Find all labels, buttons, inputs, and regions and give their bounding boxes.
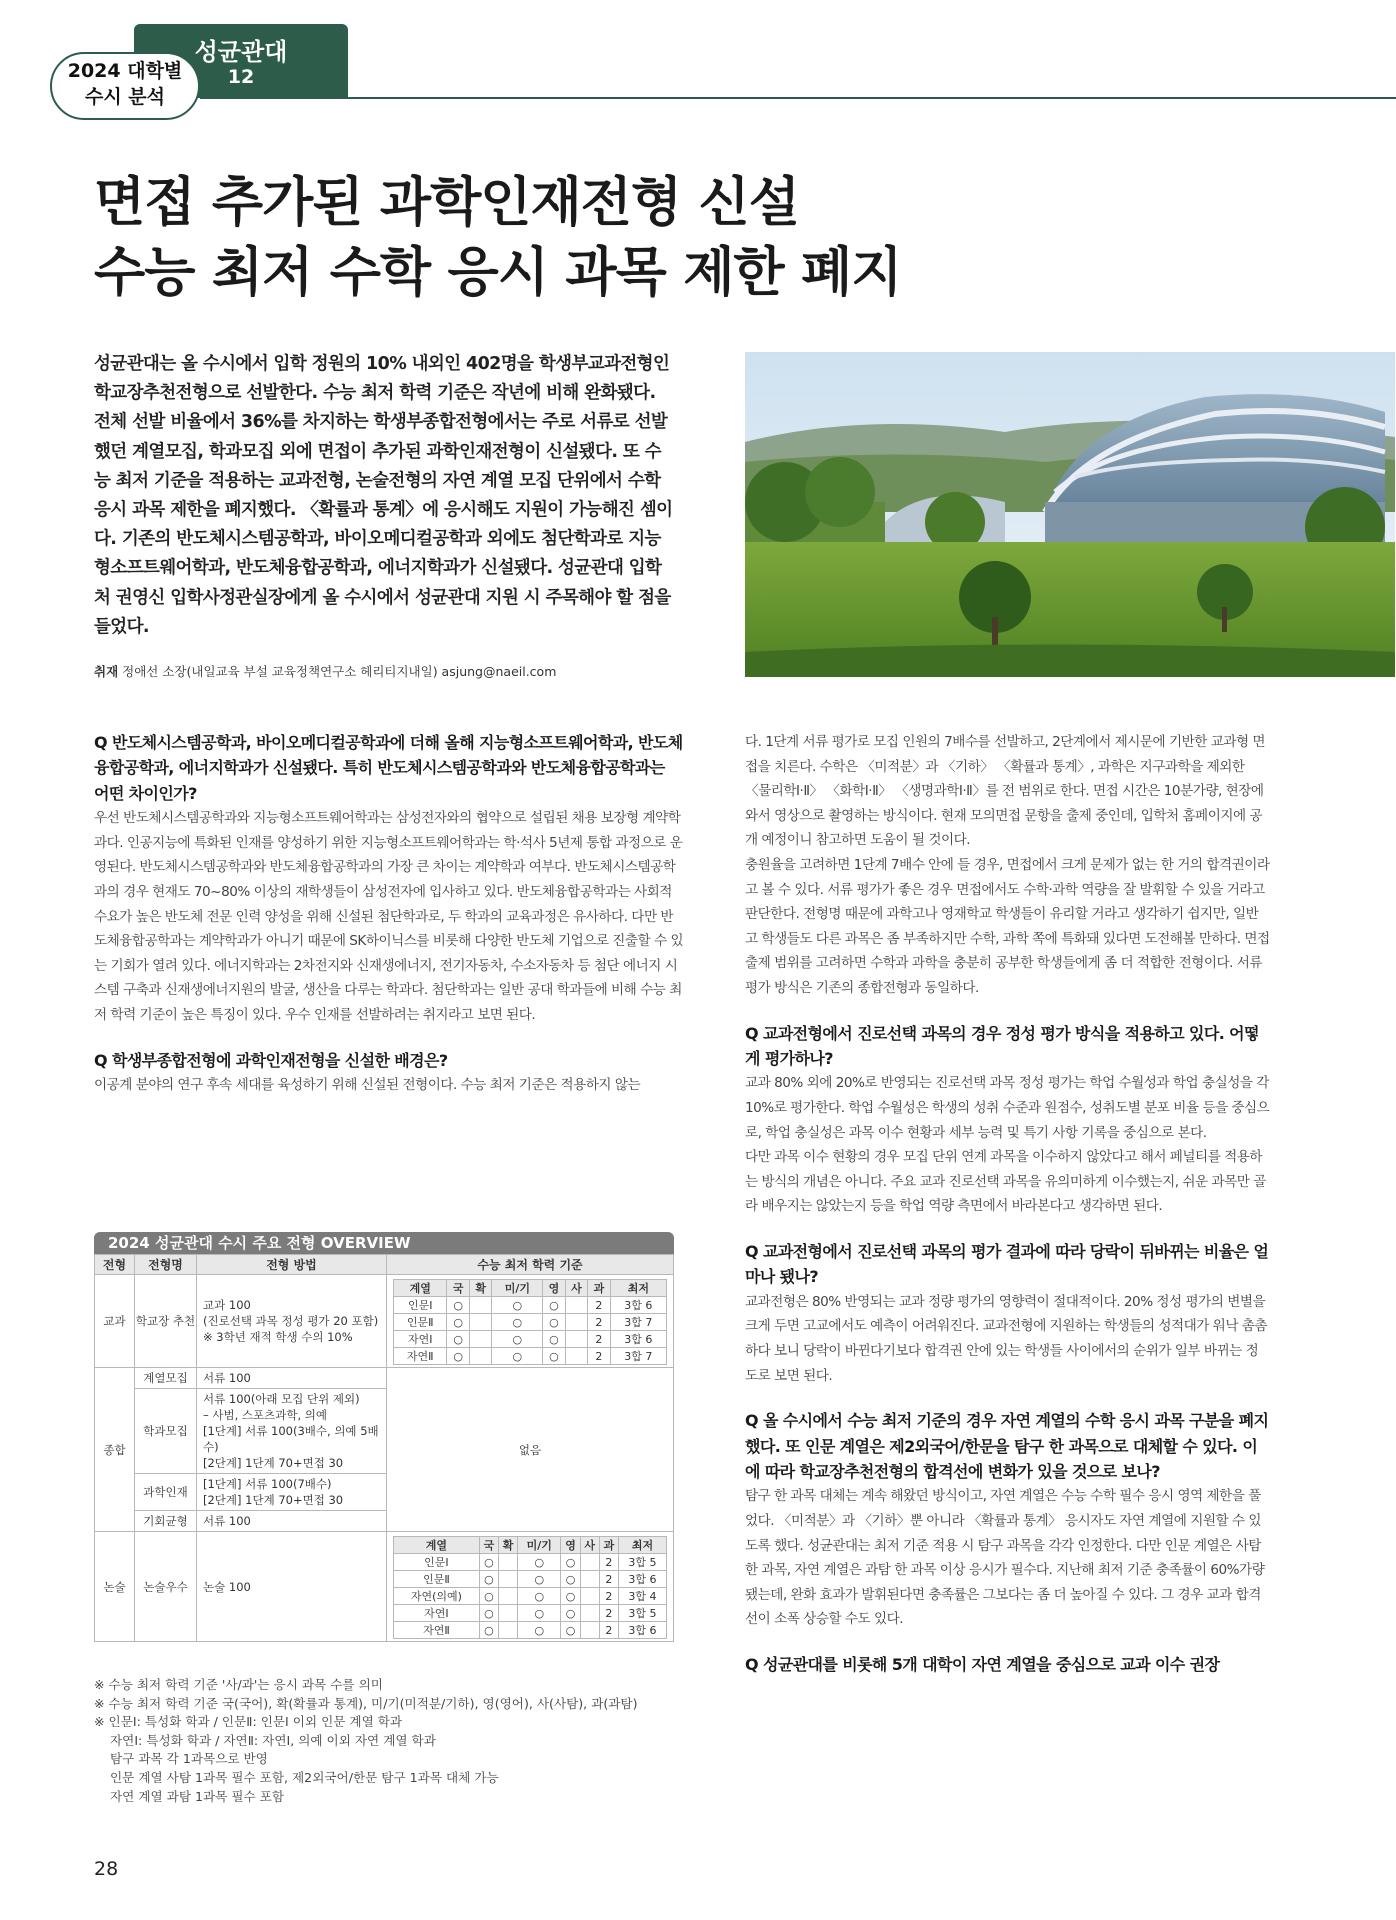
cell: ○	[561, 1571, 580, 1588]
overview-grid	[94, 1254, 674, 1642]
sub-header: 최저	[618, 1537, 666, 1554]
cell: 자연Ⅰ	[394, 1331, 447, 1348]
method-line: 교과 100	[203, 1298, 251, 1312]
cell	[498, 1622, 517, 1639]
byline-text: 정애선 소장(내일교육 부설 교육정책연구소 헤리티지내일) asjung@naeil.com	[122, 664, 557, 679]
sub-header: 사	[565, 1280, 587, 1297]
type-cell: 교과	[95, 1275, 135, 1368]
byline-label: 취재	[94, 664, 119, 679]
col-header: 수능 최저 학력 기준	[387, 1255, 674, 1275]
headline-line-2: 수능 최저 수학 응시 과목 제한 폐지	[94, 242, 902, 303]
col-header: 전형명	[135, 1255, 197, 1275]
cell: 인문Ⅱ	[394, 1571, 480, 1588]
method-cell: 논술 100	[197, 1532, 387, 1642]
method-cell	[197, 1389, 387, 1474]
table-title: 2024 성균관대 수시 주요 전형 OVERVIEW	[94, 1232, 674, 1254]
headline-line-1: 면접 추가된 과학인재전형 신설	[94, 172, 799, 233]
criteria-row	[394, 1348, 667, 1365]
criteria-subtable	[393, 1536, 667, 1639]
cell	[565, 1297, 587, 1314]
cell: ○	[479, 1605, 498, 1622]
question-1: Q 반도체시스템공학과, 바이오메디컬공학과에 더해 올해 지능형소프트웨어학과, 반도체융합공학과, 에너지학과가 신설됐다. 특히 반도체시스템공학과와 반도체융합공학과는 어떤 차이인가?	[94, 733, 683, 803]
sub-header: 과	[599, 1537, 618, 1554]
cell: 2	[588, 1314, 610, 1331]
criteria-row	[394, 1605, 667, 1622]
criteria-row	[394, 1622, 667, 1639]
answer-2-continued-2: 충원율을 고려하면 1단계 7배수 안에 들 경우, 면접에서 크게 문제가 없는 한 거의 합격권이라고 볼 수 있다. 서류 평가가 좋은 경우 면접에서도 수학·과학 역량을 잘 발휘할 수 있을 거라고 판단한다. 전형명 때문에 과학고나 영재학교 학생들이 유리할 거라고 생각하기 쉽지만, 일반고 학생들도 다른 과목은 좀 부족하지만 수학, 과학 쪽에 특화돼 있다면 도전해볼 만하다. 면접 출제 범위를 고려하면 수학과 과학을 충분히 공부한 학생들에게 좀 더 적합한 전형이다. 서류 평가 방식은 기존의 종합전형과 동일하다.	[745, 856, 1270, 996]
col-header: 전형 방법	[197, 1255, 387, 1275]
criteria-cell	[387, 1532, 674, 1642]
criteria-row	[394, 1588, 667, 1605]
cell	[580, 1605, 599, 1622]
cell: ○	[518, 1571, 561, 1588]
sub-header: 사	[580, 1537, 599, 1554]
badge-text	[50, 58, 200, 110]
cell: 3합 7	[610, 1314, 666, 1331]
criteria-none-cell: 없음	[387, 1368, 674, 1532]
type-cell: 논술	[95, 1532, 135, 1642]
table-notes	[94, 1676, 674, 1806]
cell: ○	[518, 1622, 561, 1639]
note-line: ※ 수능 최저 학력 기준 국(국어), 확(확률과 통계), 미/기(미적분/기하), 영(영어), 사(사탐), 과(과탐)	[94, 1695, 638, 1711]
cell: ○	[543, 1314, 565, 1331]
cell	[498, 1605, 517, 1622]
cell	[580, 1571, 599, 1588]
method-line: [1단계] 서류 100(7배수)	[203, 1477, 332, 1491]
method-cell	[197, 1275, 387, 1368]
method-cell: 서류 100	[197, 1511, 387, 1532]
cell: ○	[479, 1554, 498, 1571]
article-lead: 성균관대는 올 수시에서 입학 정원의 10% 내외인 402명을 학생부교과전형인 학교장추천전형으로 선발한다. 수능 최저 학력 기준은 작년에 비해 완화됐다. 전체 선발 비율에서 36%를 차지하는 학생부종합전형에서는 주로 서류로 선발했던 계열모집, 학과모집 외에 면접이 추가된 과학인재전형이 신설됐다. 또 수능 최저 기준을 적용하는 교과전형, 논술전형의 자연 계열 모집 단위에서 수학 응시 과목 제한을 폐지했다. 〈확률과 통계〉에 응시해도 지원이 가능해진 셈이다. 기존의 반도체시스템공학과, 바이오메디컬공학과 외에도 첨단학과로 지능형소프트웨어학과, 반도체융합공학과, 에너지학과가 신설됐다. 성균관대 입학처 권영신 입학사정관실장에게 올 수시에서 성균관대 지원 시 주목해야 할 점을 들었다.	[94, 354, 673, 637]
name-cell: 학과모집	[135, 1389, 197, 1474]
sub-header: 계열	[394, 1537, 480, 1554]
criteria-row	[394, 1331, 667, 1348]
answer-2: 이공계 분야의 연구 후속 세대를 육성하기 위해 신설된 전형이다. 수능 최저 기준은 적용하지 않는	[94, 1076, 641, 1093]
cell: 자연Ⅱ	[394, 1348, 447, 1365]
sub-header: 국	[447, 1280, 469, 1297]
note-line: ※ 인문Ⅰ: 특성화 학과 / 인문Ⅱ: 인문Ⅰ 이외 인문 계열 학과	[94, 1714, 403, 1730]
sub-header: 계열	[394, 1280, 447, 1297]
name-cell: 기회균형	[135, 1511, 197, 1532]
question-4: Q 교과전형에서 진로선택 과목의 평가 결과에 따라 당락이 뒤바뀌는 비율은 얼마나 됐나?	[745, 1241, 1269, 1287]
series-badge	[50, 24, 200, 120]
answer-2-continued: 다. 1단계 서류 평가로 모집 인원의 7배수를 선발하고, 2단계에서 제시문에 기반한 교과형 면접을 치른다. 수학은 〈미적분〉과 〈기하〉 〈확률과 통계〉, 과학은 지구과학을 제외한 〈물리학Ⅰ·Ⅱ〉 〈화학Ⅰ·Ⅱ〉 〈생명과학Ⅰ·Ⅱ〉를 전 범위로 한다. 면접 시간은 10분가량, 현장에 와서 영상으로 촬영하는 방식이다. 현재 모의면접 문항을 출제 중인데, 입학처 홈페이지에 공개 예정이니 참고하면 도움이 될 것이다.	[745, 734, 1266, 849]
cell: 3합 6	[618, 1622, 666, 1639]
cell: ○	[561, 1605, 580, 1622]
cell	[469, 1297, 491, 1314]
cell: ○	[447, 1314, 469, 1331]
method-line: [1단계] 서류 100(3배수, 의예 5배수)	[203, 1424, 379, 1454]
sub-header: 영	[543, 1280, 565, 1297]
note-line: ※ 수능 최저 학력 기준 '사/과'는 응시 과목 수를 의미	[94, 1677, 383, 1692]
col-header: 전형	[95, 1255, 135, 1275]
sub-header: 확	[498, 1537, 517, 1554]
cell	[565, 1348, 587, 1365]
overview-table	[94, 1232, 674, 1642]
cell: 2	[599, 1605, 618, 1622]
cell: 2	[599, 1622, 618, 1639]
name-cell: 논술우수	[135, 1532, 197, 1642]
cell	[565, 1331, 587, 1348]
badge-line-1: 2024 대학별	[67, 60, 183, 82]
cell: ○	[447, 1297, 469, 1314]
cell: 자연Ⅰ	[394, 1605, 480, 1622]
cell	[498, 1571, 517, 1588]
name-cell: 계열모집	[135, 1368, 197, 1389]
type-cell: 종합	[95, 1368, 135, 1532]
section-title: 성균관대	[194, 38, 288, 66]
sub-header: 과	[588, 1280, 610, 1297]
cell	[580, 1554, 599, 1571]
method-line: 서류 100(아래 모집 단위 제외)	[203, 1392, 360, 1406]
right-column	[745, 730, 1270, 1677]
cell: ○	[447, 1348, 469, 1365]
campus-photo	[745, 352, 1395, 677]
page-number: 28	[94, 1858, 119, 1880]
cell: 자연(의예)	[394, 1588, 480, 1605]
cell: ○	[518, 1588, 561, 1605]
cell: ○	[479, 1571, 498, 1588]
sub-header: 확	[469, 1280, 491, 1297]
cell: ○	[543, 1297, 565, 1314]
question-2: Q 학생부종합전형에 과학인재전형을 신설한 배경은?	[94, 1050, 448, 1070]
cell: ○	[492, 1331, 543, 1348]
cell	[580, 1588, 599, 1605]
criteria-row	[394, 1314, 667, 1331]
question-3: Q 교과전형에서 진로선택 과목의 경우 정성 평가 방식을 적용하고 있다. 어떻게 평가하나?	[745, 1023, 1259, 1068]
sub-header: 영	[561, 1537, 580, 1554]
method-line: ※ 3학년 재적 학생 수의 10%	[203, 1330, 353, 1344]
cell: 2	[588, 1348, 610, 1365]
note-line: 탐구 과목 각 1과목으로 반영	[110, 1751, 268, 1767]
cell: 인문Ⅱ	[394, 1314, 447, 1331]
left-column	[94, 730, 684, 1098]
cell: 3합 4	[618, 1588, 666, 1605]
byline	[94, 662, 694, 680]
cell: ○	[518, 1554, 561, 1571]
name-cell: 학교장 추천	[135, 1275, 197, 1368]
section-number: 12	[227, 66, 255, 88]
cell	[498, 1588, 517, 1605]
cell	[469, 1314, 491, 1331]
method-cell: 서류 100	[197, 1368, 387, 1389]
method-line: [2단계] 1단계 70+면접 30	[203, 1493, 344, 1507]
cell	[580, 1622, 599, 1639]
cell	[498, 1554, 517, 1571]
cell: ○	[561, 1588, 580, 1605]
cell: ○	[561, 1554, 580, 1571]
question-6: Q 성균관대를 비롯해 5개 대학이 자연 계열을 중심으로 교과 이수 권장	[745, 1654, 1220, 1674]
note-line: 자연 계열 과탐 1과목 필수 포함	[110, 1788, 285, 1804]
method-line: (진로선택 과목 정성 평가 20 포함)	[203, 1314, 379, 1328]
cell	[469, 1331, 491, 1348]
method-line: – 사범, 스포츠과학, 의예	[203, 1408, 328, 1422]
method-cell	[197, 1474, 387, 1511]
answer-5: 탐구 한 과목 대체는 계속 해왔던 방식이고, 자연 계열은 수능 수학 필수 응시 영역 제한을 풀었다. 〈미적분〉과 〈기하〉뿐 아니라 〈확률과 통계〉 응시자도 자연 계열에 지원할 수 있도록 했다. 성균관대는 최저 기준 적용 시 탐구 과목을 각각 인정한다. 다만 인문 계열은 사탐 한 과목, 자연 계열은 과탐 한 과목 이상 응시가 필수다. 지난해 최저 기준 충족률이 60%가량 됐는데, 완화 효과가 발휘된다면 충족률은 그보다는 좀 더 높아질 수 있다. 그 경우 교과 합격선이 소폭 상승할 수도 있다.	[745, 1488, 1265, 1628]
cell: 2	[599, 1588, 618, 1605]
method-line: [2단계] 1단계 70+면접 30	[203, 1456, 344, 1470]
note-line: 자연Ⅰ: 특성화 학과 / 자연Ⅱ: 자연Ⅰ, 의예 이외 자연 계열 학과	[110, 1732, 436, 1748]
cell: 3합 5	[618, 1605, 666, 1622]
criteria-row	[394, 1554, 667, 1571]
criteria-row	[394, 1571, 667, 1588]
cell: 3합 7	[610, 1348, 666, 1365]
cell: ○	[479, 1588, 498, 1605]
cell	[565, 1314, 587, 1331]
criteria-row	[394, 1297, 667, 1314]
answer-4: 교과전형은 80% 반영되는 교과 정량 평가의 영향력이 절대적이다. 20% 정성 평가의 변별을 크게 두면 고교에서도 예측이 어려워진다. 교과전형에 지원하는 학생들의 성적대가 워낙 촘촘하다 보니 당락이 바뀐다기보다 합격권 안에 있는 학생들 사이에서의 순위가 일부 바뀌는 정도로 보면 된다.	[745, 1293, 1268, 1384]
cell: 2	[599, 1571, 618, 1588]
answer-1: 우선 반도체시스템공학과와 지능형소프트웨어학과는 삼성전자와의 협약으로 설립된 채용 보장형 계약학과다. 인공지능에 특화된 인재를 양성하기 위한 지능형소프트웨어학과는 학·석사 5년제 통합 과정으로 운영된다. 반도체시스템공학과와 반도체융합공학과의 가장 큰 차이는 계약학과 여부다. 반도체시스템공학과의 경우 현재도 70~80% 이상의 재학생들이 삼성전자에 입사하고 있다. 반도체융합공학과는 사회적 수요가 높은 반도체 전문 인력 양성을 위해 신설된 첨단학과로, 두 학과의 교육과정은 유사하다. 다만 반도체융합공학과는 계약학과가 아니기 때문에 SK하이닉스를 비롯해 다양한 반도체 기업으로 진출할 수 있는 기회가 열려 있다. 에너지학과는 2차전지와 신재생에너지, 전기자동차, 수소자동차 등 첨단 에너지 시스템 구축과 신재생에너지원의 발굴, 생산을 다루는 학과다. 첨단학과는 일반 공대 학과들에 비해 수능 최저 학력 기준이 높은 특징이 있다. 우수 인재를 선발하려는 취지라고 보면 된다.	[94, 810, 684, 1023]
cell: 인문Ⅰ	[394, 1554, 480, 1571]
cell: ○	[492, 1297, 543, 1314]
cell: ○	[543, 1348, 565, 1365]
cell: ○	[492, 1348, 543, 1365]
cell: 3합 5	[618, 1554, 666, 1571]
cell: ○	[543, 1331, 565, 1348]
name-cell: 과학인재	[135, 1474, 197, 1511]
sub-header: 미/기	[518, 1537, 561, 1554]
note-line: 인문 계열 사탐 1과목 필수 포함, 제2외국어/한문 탐구 1과목 대체 가능	[110, 1769, 499, 1785]
cell: 자연Ⅱ	[394, 1622, 480, 1639]
cell: ○	[518, 1605, 561, 1622]
sub-header: 최저	[610, 1280, 666, 1297]
answer-3: 교과 80% 외에 20%로 반영되는 진로선택 과목 정성 평가는 학업 수월성과 학업 충실성을 각 10%로 평가한다. 학업 수월성은 학생의 성취 수준과 원점수, 성취도별 분포 비율 등을 중심으로, 학업 충실성은 과목 이수 현황과 세부 능력 및 특기 사항 기록을 중심으로 본다.	[745, 1075, 1270, 1141]
cell: 3합 6	[610, 1297, 666, 1314]
cell: ○	[561, 1622, 580, 1639]
badge-line-2: 수시 분석	[84, 86, 166, 108]
cell: 2	[588, 1297, 610, 1314]
cell	[469, 1348, 491, 1365]
cell: 3합 6	[618, 1571, 666, 1588]
cell: 인문Ⅰ	[394, 1297, 447, 1314]
cell: ○	[447, 1331, 469, 1348]
question-5: Q 올 수시에서 수능 최저 기준의 경우 자연 계열의 수학 응시 과목 구분을 폐지했다. 또 인문 계열은 제2외국어/한문을 탐구 한 과목으로 대체할 수 있다. 이에 따라 학교장추천전형의 합격선에 변화가 있을 것으로 보나?	[745, 1411, 1269, 1481]
header-rule	[200, 97, 1396, 99]
sub-header: 국	[479, 1537, 498, 1554]
sub-header: 미/기	[492, 1280, 543, 1297]
criteria-cell	[387, 1275, 674, 1368]
cell: 2	[588, 1331, 610, 1348]
cell: ○	[492, 1314, 543, 1331]
cell: 3합 6	[610, 1331, 666, 1348]
cell: ○	[479, 1622, 498, 1639]
cell: 2	[599, 1554, 618, 1571]
article-headline	[94, 168, 1294, 308]
answer-3b: 다만 과목 이수 현황의 경우 모집 단위 연계 과목을 이수하지 않았다고 해서 페널티를 적용하는 방식의 개념은 아니다. 주요 교과 진로선택 과목을 유의미하게 이수했는지, 쉬운 과목만 골라 배우지는 않았는지 등을 학업 역량 측면에서 바라본다고 생각하면 된다.	[745, 1149, 1266, 1215]
criteria-subtable	[393, 1279, 667, 1365]
